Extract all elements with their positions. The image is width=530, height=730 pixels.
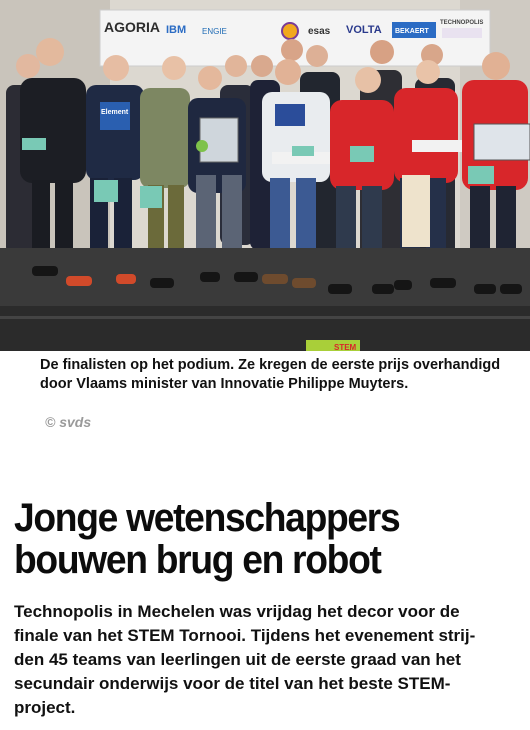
banner-logo-technopolis: TECHNOPOLIS	[440, 20, 484, 26]
article-lead	[14, 600, 519, 720]
article-photo	[0, 0, 530, 351]
group-photo-illustration	[0, 0, 530, 351]
lead-line: finale van het STEM Tornooi. Tijdens het evenement strij-	[14, 626, 476, 645]
headline-line-1: Jonge wetenschappers	[14, 496, 400, 540]
banner-logo-bekaert: BEKAERT	[395, 28, 429, 35]
lead-line: Technopolis in Mechelen was vrijdag het decor voor de	[14, 602, 460, 621]
photo-caption: De finalisten op het podium. Ze kregen de eerste prijs overhandigd door Vlaams minister van Innovatie Philippe Muyters.	[40, 357, 501, 392]
banner-logo-agoria: AGORIA	[104, 19, 160, 35]
stage-sign: STEM	[334, 343, 357, 351]
banner-logo-esas: esas	[308, 26, 331, 37]
lead-line: den 45 teams van leerlingen uit de eerste graad van het	[14, 650, 461, 669]
lead-line: project.	[14, 698, 76, 717]
photo-credit: © svds	[45, 414, 92, 430]
banner-logo-volta: VOLTA	[346, 24, 382, 36]
banner-logo-ibm: IBM	[166, 24, 187, 36]
lead-line: secundair onderwijs voor de titel van het beste STEM-	[14, 674, 451, 693]
article-headline	[14, 497, 488, 581]
banner-logo-engie: ENGIE	[202, 27, 227, 36]
headline-line-2: bouwen brug en robot	[14, 538, 381, 582]
shirt-print: Element	[101, 109, 129, 116]
